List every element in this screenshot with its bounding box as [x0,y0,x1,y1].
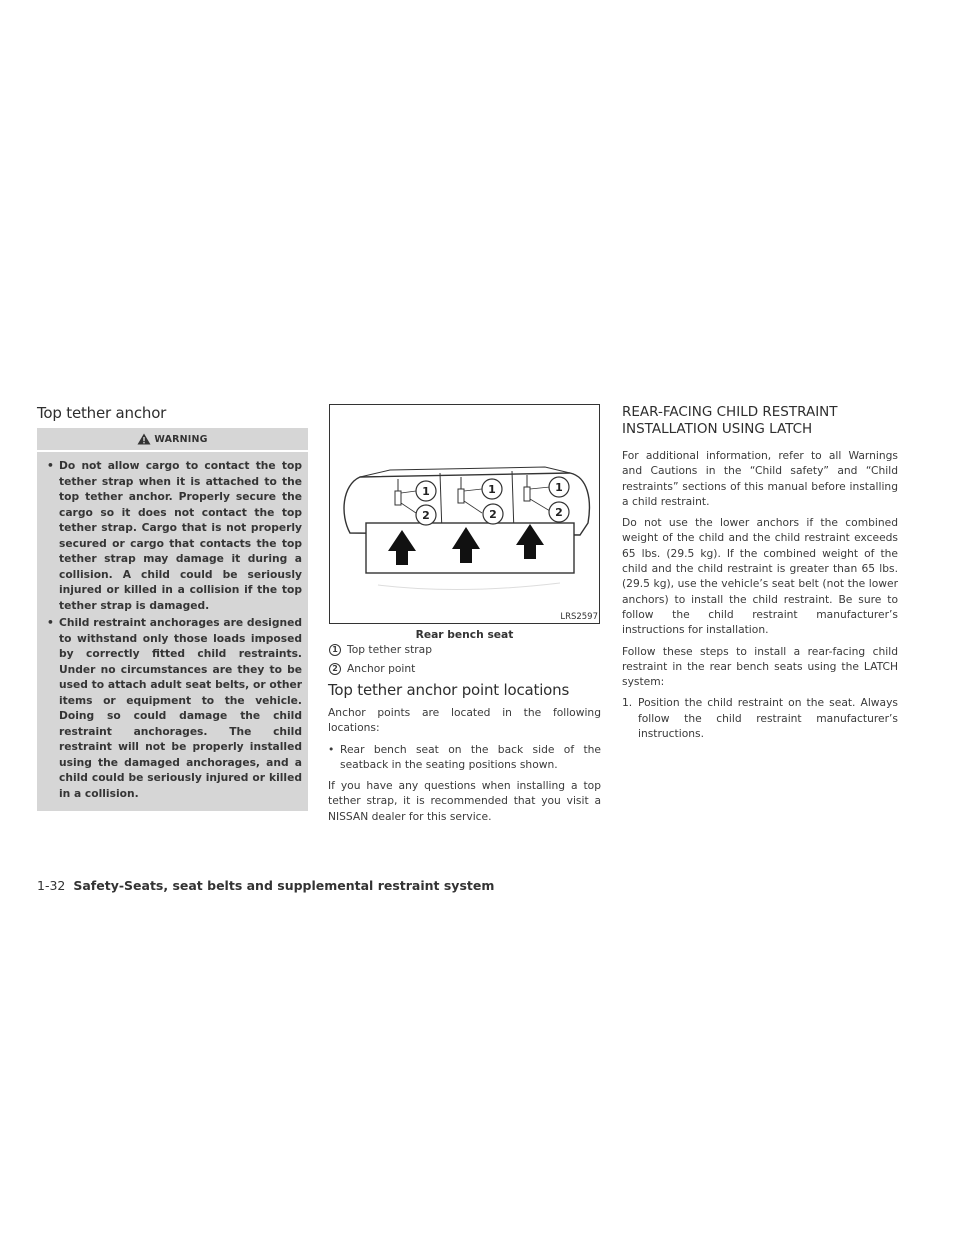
page-number: 1-32 [37,878,66,893]
rear-bench-seat-figure [329,404,600,624]
legend-item [329,643,601,656]
warning-item: • Do not allow cargo to contact the top tether strap when it is attached to the top tether anchor. Properly secure the cargo so it does not contact the top tether strap. Cargo that is not properly secured or cargo that contacts the top tether strap may damage it during a collision. A child could be seriously injured or killed in a collision if the top tether strap is damaged. [47,459,302,612]
callout-1: 1 [555,481,563,494]
column-middle [328,404,601,830]
callout-2: 2 [422,509,430,522]
callout-1: 1 [422,485,430,498]
paragraph: Anchor points are located in the following locations: [328,706,601,735]
chapter-title: Safety-Seats, seat belts and supplemental restraint system [73,878,495,893]
warning-triangle-icon [137,433,151,445]
warning-box [37,428,308,811]
callout-2-icon: 2 [329,663,341,675]
subsection-title: Top tether anchor point locations [328,681,570,699]
paragraph: If you have any questions when installing a top tether strap, it is recommended that you visit a NISSAN dealer for this service. [328,779,601,823]
legend-label: Top tether strap [347,643,433,656]
numbered-step: 1. Position the child restraint on the seat. Always follow the child restraint manufacturer’s instructions. [622,696,898,741]
figure-caption: Rear bench seat [415,628,514,641]
legend-label: Anchor point [347,662,416,675]
callout-1: 1 [488,483,496,496]
warning-label: WARNING [154,433,208,445]
callout-2: 2 [555,506,563,519]
section-title: Top tether anchor [37,404,167,422]
warning-item: • Child restraint anchorages are designed to withstand only those loads imposed by correctly fitted child restraints. Under no circumstances are they to be used to attach adult seat belts, or other items or equipment to the vehicle. Doing so could damage the child restraint anchorages. The child restraint will not be properly installed using the damaged anchorages, and a child could be seriously injured or killed in a collision. [47,616,302,800]
section-title: REAR-FACING CHILD RESTRAINT INSTALLATION USING LATCH [622,404,838,437]
column-left [37,404,308,811]
rear-bench-seat-illustration [330,405,599,623]
callout-2: 2 [489,508,497,521]
paragraph: Do not use the lower anchors if the combined weight of the child and the child restraint exceeds 65 lbs. (29.5 kg). If the combined weight of the child and the child restraint is greater than 65 lbs. (29.5 kg), use the vehicle’s seat belt (not the lower anchors) to install the child restraint. Be sure to follow the child restraint manufacturer’s instructions for installation. [622,516,898,637]
bullet-item: • Rear bench seat on the back side of the seatback in the seating positions shown. [328,742,601,771]
paragraph: Follow these steps to install a rear-facing child restraint in the rear bench seats using the LATCH system: [622,644,898,689]
warning-header [37,428,308,452]
figure-code: LRS2597 [560,612,598,622]
column-right [622,404,898,747]
legend-item [329,662,601,675]
callout-1-icon: 1 [329,644,341,656]
page-footer [37,878,494,893]
paragraph: For additional information, refer to all Warnings and Cautions in the “Child safety” and “Child restraints” sections of this manual before installing a child restraint. [622,449,898,508]
